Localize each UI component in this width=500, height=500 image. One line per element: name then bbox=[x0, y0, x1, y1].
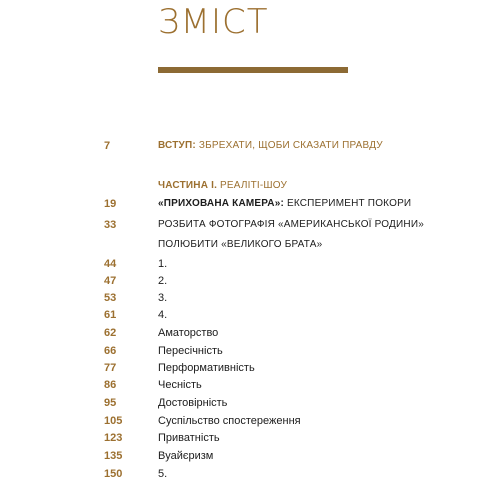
toc-intro-row bbox=[0, 137, 500, 155]
page-number: 95 bbox=[104, 397, 117, 409]
page-number: 105 bbox=[104, 415, 123, 427]
intro-heading bbox=[158, 137, 383, 155]
entry-title: РОЗБИТА ФОТОГРАФІЯ «АМЕРИКАНСЬКОЇ РОДИНИ» bbox=[158, 219, 424, 230]
page-number: 19 bbox=[104, 198, 117, 210]
entry-title: Суспільство спостереження bbox=[158, 415, 301, 427]
toc-entry-row bbox=[0, 216, 500, 234]
page-number: 61 bbox=[104, 309, 117, 321]
entry-title-bold: «ПРИХОВАНА КАМЕРА»: bbox=[158, 198, 284, 209]
toc-entry-row bbox=[0, 376, 500, 394]
page-number: 7 bbox=[104, 140, 111, 152]
page-number: 44 bbox=[104, 258, 117, 270]
part-heading bbox=[158, 177, 287, 195]
toc-entry-row bbox=[0, 342, 500, 360]
entry-title: 5. bbox=[158, 468, 168, 480]
page-number: 62 bbox=[104, 327, 117, 339]
page-number: 150 bbox=[104, 468, 123, 480]
part-text: РЕАЛІТІ-ШОУ bbox=[217, 180, 288, 191]
intro-label: ВСТУП: bbox=[158, 140, 196, 151]
toc-entry-row bbox=[0, 359, 500, 377]
page-number: 77 bbox=[104, 362, 117, 374]
toc-entry-row bbox=[0, 289, 500, 307]
entry-title: 4. bbox=[158, 309, 168, 321]
entry-title: Аматорство bbox=[158, 327, 219, 339]
toc-entry-row bbox=[0, 272, 500, 290]
entry-title: Приватність bbox=[158, 432, 220, 444]
intro-text: ЗБРЕХАТИ, ЩОБИ СКАЗАТИ ПРАВДУ bbox=[195, 140, 383, 151]
entry-title: Перформативність bbox=[158, 362, 255, 374]
page-number: 86 bbox=[104, 379, 117, 391]
toc-entry-row bbox=[0, 195, 500, 213]
toc-entry-row bbox=[0, 394, 500, 412]
entry-title: 2. bbox=[158, 275, 168, 287]
toc-entry-row bbox=[0, 236, 500, 254]
entry-title: ПОЛЮБИТИ «ВЕЛИКОГО БРАТА» bbox=[158, 239, 323, 250]
toc-entry-row bbox=[0, 324, 500, 342]
toc-entry-row bbox=[0, 306, 500, 324]
toc-entry-row bbox=[0, 447, 500, 465]
toc-entry-row bbox=[0, 465, 500, 483]
entry-title: Чесність bbox=[158, 379, 202, 391]
toc-entry-row bbox=[0, 429, 500, 447]
page-number: 53 bbox=[104, 292, 117, 304]
page-number: 33 bbox=[104, 219, 117, 231]
toc-part-row bbox=[0, 177, 500, 195]
entry-title: 3. bbox=[158, 292, 168, 304]
part-label: ЧАСТИНА І. bbox=[158, 180, 218, 191]
entry-title: Достовірність bbox=[158, 397, 228, 409]
toc-entry-row bbox=[0, 412, 500, 430]
toc-entry-row bbox=[0, 255, 500, 273]
page-title: ЗМІСТ bbox=[158, 2, 269, 42]
page-number: 135 bbox=[104, 450, 123, 462]
entry-title bbox=[158, 195, 411, 213]
entry-title: Пересічність bbox=[158, 345, 223, 357]
page-number: 123 bbox=[104, 432, 123, 444]
entry-title: 1. bbox=[158, 258, 168, 270]
entry-title-text: ЕКСПЕРИМЕНТ ПОКОРИ bbox=[284, 198, 412, 209]
entry-title: Вуайєризм bbox=[158, 450, 214, 462]
title-underline-rule bbox=[158, 67, 348, 73]
page-number: 66 bbox=[104, 345, 117, 357]
page-number: 47 bbox=[104, 275, 117, 287]
